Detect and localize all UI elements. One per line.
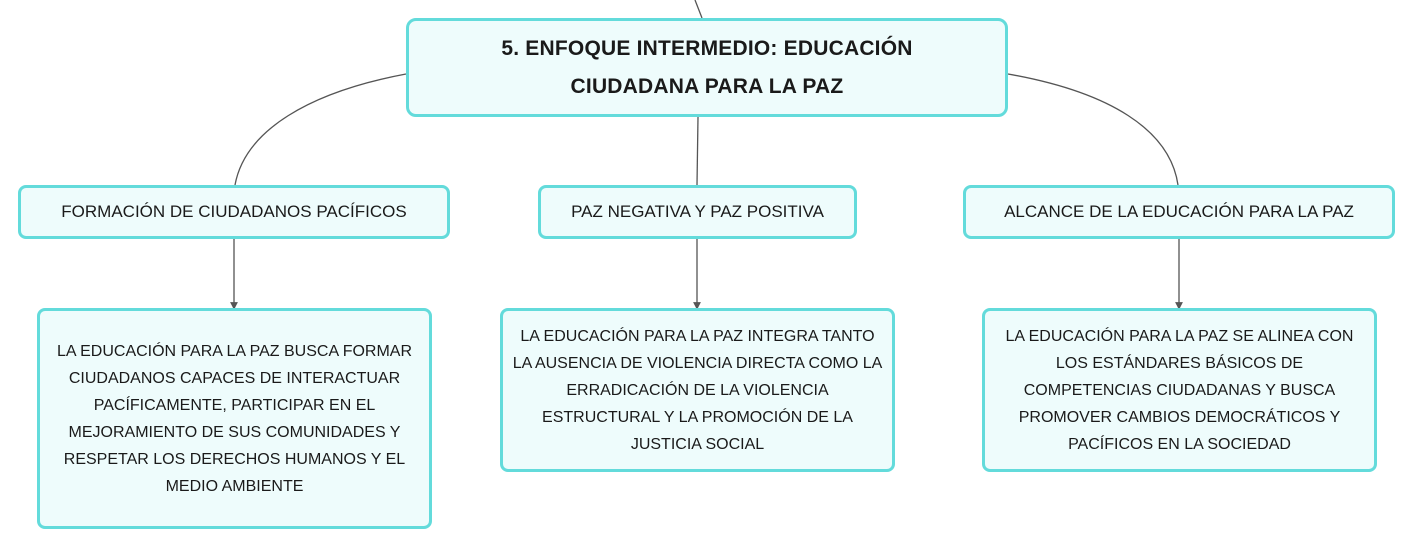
- branch-label: PAZ NEGATIVA Y PAZ POSITIVA: [571, 202, 824, 221]
- detail-node-paz-negativa-positiva[interactable]: [500, 308, 895, 472]
- connector-root-to-branch-3: [1008, 74, 1178, 185]
- root-topic-label: 5. ENFOQUE INTERMEDIO: EDUCACIÓN CIUDADANA PARA LA PAZ: [501, 36, 913, 98]
- branch-label: FORMACIÓN DE CIUDADANOS PACÍFICOS: [61, 202, 407, 221]
- root-topic-node[interactable]: [406, 18, 1008, 117]
- branch-node-formacion[interactable]: [18, 185, 450, 239]
- branch-node-paz-negativa-positiva[interactable]: [538, 185, 857, 239]
- detail-node-alcance[interactable]: [982, 308, 1377, 472]
- connector-parent-to-root: [695, 0, 702, 18]
- connector-root-to-branch-2: [697, 117, 698, 185]
- branch-node-alcance[interactable]: [963, 185, 1395, 239]
- detail-text: LA EDUCACIÓN PARA LA PAZ SE ALINEA CON LOS ESTÁNDARES BÁSICOS DE COMPETENCIAS CIUDADANAS Y BUSCA PROMOVER CAMBIOS DEMOCRÁTICOS Y PACÍFICOS EN LA SOCIEDAD: [1005, 327, 1354, 453]
- detail-text: LA EDUCACIÓN PARA LA PAZ BUSCA FORMAR CIUDADANOS CAPACES DE INTERACTUAR PACÍFICAMENTE, PARTICIPAR EN EL MEJORAMIENTO DE SUS COMUNIDADES Y RESPETAR LOS DERECHOS HUMANOS Y EL MEDIO AMBIENTE: [56, 342, 413, 495]
- detail-text: LA EDUCACIÓN PARA LA PAZ INTEGRA TANTO LA AUSENCIA DE VIOLENCIA DIRECTA COMO LA ERRADICACIÓN DE LA VIOLENCIA ESTRUCTURAL Y LA PROMOCIÓN DE LA JUSTICIA SOCIAL: [512, 327, 883, 453]
- connector-root-to-branch-1: [235, 74, 406, 185]
- detail-node-formacion[interactable]: [37, 308, 432, 529]
- branch-label: ALCANCE DE LA EDUCACIÓN PARA LA PAZ: [1004, 202, 1354, 221]
